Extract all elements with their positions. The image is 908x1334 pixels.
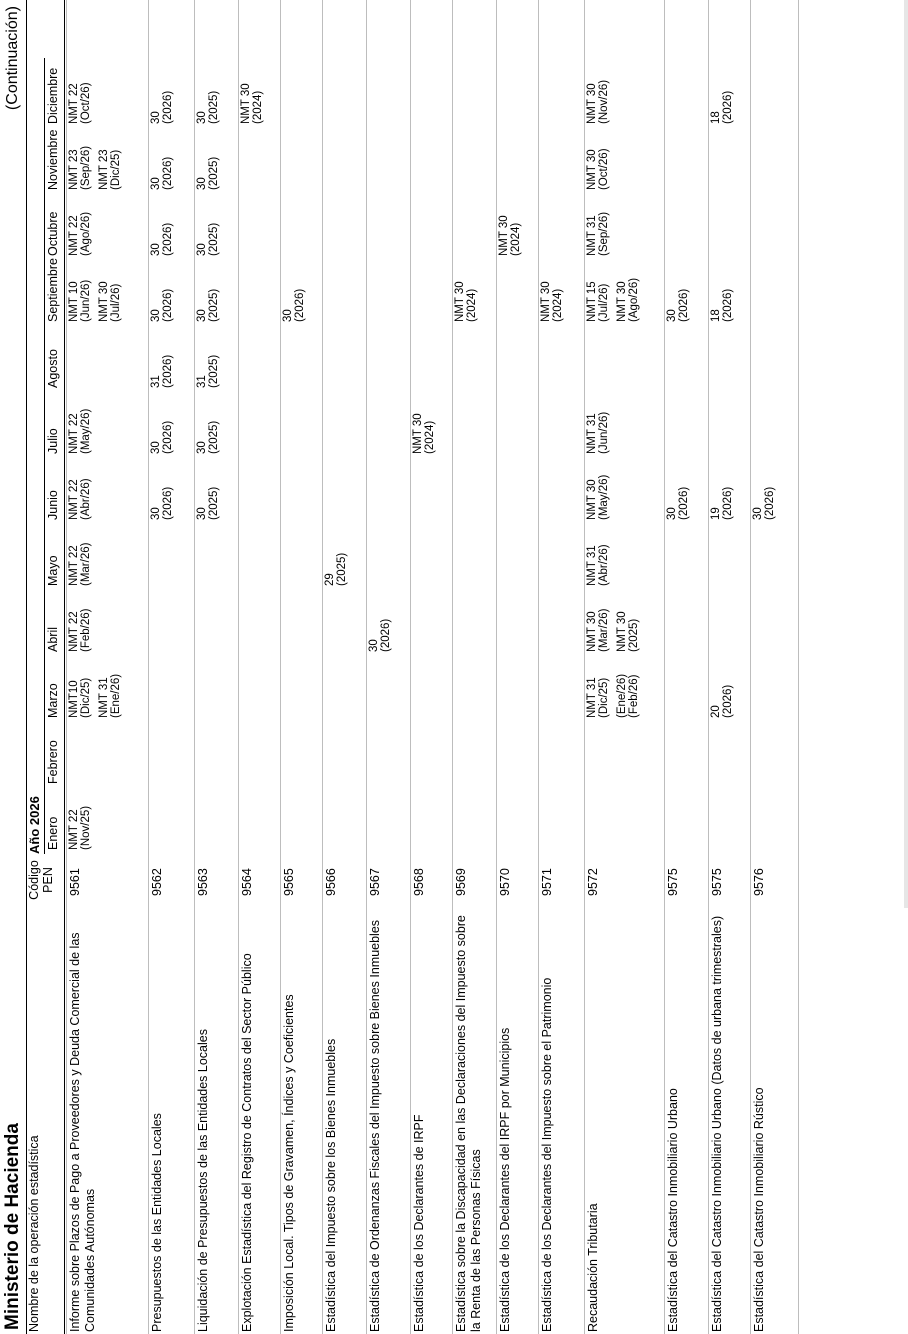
release-date-septiembre	[540, 281, 564, 322]
month-header-noviembre: Noviembre	[46, 129, 60, 190]
pen-code: 9565	[282, 868, 296, 896]
reference-period: (Abr/26)	[80, 478, 92, 520]
release-date-noviembre	[68, 146, 92, 190]
reference-period: (2025)	[208, 90, 220, 124]
release-date-octubre	[150, 223, 174, 256]
release-date-junio	[666, 487, 690, 520]
month-header-mayo: Mayo	[46, 555, 60, 586]
reference-period: (Dic/25)	[80, 677, 92, 718]
release-day: 30	[196, 441, 208, 454]
pen-code: 9568	[412, 868, 426, 896]
reference-period: (Dic/25)	[110, 149, 122, 190]
release-date-julio	[150, 421, 174, 454]
release-date-junio	[710, 487, 734, 520]
pen-code: 9576	[752, 868, 766, 896]
release-date-junio	[196, 487, 220, 520]
pen-code: 9571	[540, 868, 554, 896]
reference-period: (2025)	[336, 552, 348, 586]
pen-code: 9561	[68, 868, 82, 896]
release-day: NMT 30	[616, 281, 628, 322]
reference-period: (Ago/26)	[628, 277, 640, 322]
release-day: 30	[196, 177, 208, 190]
release-day: 30	[196, 507, 208, 520]
release-day: NMT 30	[586, 611, 598, 652]
release-day: NMT 22	[68, 809, 80, 850]
release-day: 30	[666, 507, 678, 520]
release-date-diciembre	[240, 83, 264, 124]
reference-period: (Jul/26)	[598, 283, 610, 322]
reference-period: (Feb/26)	[80, 608, 92, 652]
reference-period: (2026)	[162, 288, 174, 322]
release-date-julio	[412, 413, 436, 454]
month-header-octubre: Octubre	[46, 211, 60, 256]
operation-name: Recaudación Tributaria	[586, 1203, 600, 1332]
row-divider	[322, 0, 323, 1334]
release-day: 30	[196, 111, 208, 124]
release-date-mayo	[68, 543, 92, 586]
operation-name: Explotación Estadística del Registro de Contratos del Sector Público	[240, 953, 254, 1332]
release-date-julio	[68, 409, 92, 454]
pen-code: 9570	[498, 868, 512, 896]
release-day: NMT 30	[412, 413, 424, 454]
release-day: NMT 31	[586, 545, 598, 586]
release-date-marzo	[710, 685, 734, 718]
pen-code: 9569	[454, 868, 468, 896]
reference-period: (Nov/25)	[80, 805, 92, 850]
release-day: NMT 30	[586, 149, 598, 190]
reference-period: (2024)	[466, 288, 478, 322]
release-day: 30	[368, 639, 380, 652]
release-day: NMT 10	[68, 281, 80, 322]
operation-name: Estadística del Catastro Inmobiliario Rústico	[752, 1087, 766, 1332]
page-edge	[904, 0, 908, 908]
reference-period: (2025)	[628, 618, 640, 652]
month-header-diciembre: Diciembre	[46, 67, 60, 124]
release-day: 30	[196, 309, 208, 322]
release-date-septiembre	[150, 289, 174, 322]
release-day: NMT 22	[68, 83, 80, 124]
reference-period: (2024)	[552, 288, 564, 322]
reference-period: (Sep/26)	[598, 211, 610, 256]
release-day: 31	[196, 375, 208, 388]
month-header-julio: Julio	[46, 428, 60, 454]
reference-period: (Jun/26)	[80, 279, 92, 322]
reference-period: (Nov/26)	[598, 79, 610, 124]
release-day: NMT 23	[98, 149, 110, 190]
release-day: 30	[150, 441, 162, 454]
release-day: 19	[710, 507, 722, 520]
operation-name: Estadística de los Declarantes del Impuesto sobre el Patrimonio	[540, 977, 554, 1332]
release-day: NMT 30	[616, 611, 628, 652]
row-divider	[496, 0, 497, 1334]
release-date-septiembre	[98, 281, 122, 322]
release-date-junio	[586, 475, 610, 520]
release-date-octubre	[586, 212, 610, 256]
release-day: 30	[150, 177, 162, 190]
release-date-junio	[68, 478, 92, 520]
release-date-abril	[616, 611, 640, 652]
release-date-marzo	[98, 674, 122, 718]
release-day: 18	[710, 111, 722, 124]
reference-period: (2026)	[162, 354, 174, 388]
pen-code: 9564	[240, 868, 254, 896]
release-date-mayo	[586, 544, 610, 586]
operation-name: Estadística de los Declarantes de IRPF	[412, 1114, 426, 1332]
pen-code: 9566	[324, 868, 338, 896]
reference-period: (2025)	[208, 354, 220, 388]
release-date-septiembre	[586, 281, 610, 322]
row-divider	[452, 0, 453, 1334]
row-divider	[238, 0, 239, 1334]
operation-name: Estadística sobre la Discapacidad en las Declaraciones del Impuesto sobre la Renta de las Personas Físicas	[454, 915, 483, 1332]
release-date-septiembre	[666, 289, 690, 322]
reference-period: (Sep/26)	[80, 145, 92, 190]
release-day: 30	[666, 309, 678, 322]
title-divider	[26, 0, 27, 1334]
row-divider	[708, 0, 709, 1334]
release-day: NMT 30	[586, 479, 598, 520]
release-day: NMT 31	[586, 413, 598, 454]
release-date-agosto	[150, 355, 174, 388]
reference-period: (Dic/25)	[598, 677, 610, 718]
release-day: NMT 30	[240, 83, 252, 124]
release-day: NMT 30	[454, 281, 466, 322]
release-date-agosto	[196, 355, 220, 388]
release-date-diciembre	[710, 91, 734, 124]
reference-period: (May/26)	[598, 474, 610, 520]
pen-code: 9563	[196, 868, 210, 896]
release-date-marzo	[68, 678, 92, 718]
release-day: 30	[150, 507, 162, 520]
operation-name: Estadística del Catastro Inmobiliario Urbano	[666, 1088, 680, 1332]
reference-period: (Feb/26)	[628, 674, 640, 718]
row-divider	[366, 0, 367, 1334]
release-date-septiembre	[710, 289, 734, 322]
release-day: 30	[150, 243, 162, 256]
release-date-julio	[196, 421, 220, 454]
release-date-octubre	[498, 215, 522, 256]
release-date-diciembre	[196, 91, 220, 124]
reference-period: (2024)	[424, 420, 436, 454]
reference-period: (2026)	[162, 222, 174, 256]
reference-period: (2026)	[678, 288, 690, 322]
pen-code: 9562	[150, 868, 164, 896]
header-divider	[64, 0, 65, 1334]
release-day: NMT 30	[498, 215, 510, 256]
release-day: NMT 22	[68, 545, 80, 586]
row-divider	[538, 0, 539, 1334]
month-header-enero: Enero	[46, 816, 60, 850]
release-date-noviembre	[196, 157, 220, 190]
release-day: 31	[150, 375, 162, 388]
release-date-junio	[752, 487, 776, 520]
reference-period: (2026)	[764, 486, 776, 520]
reference-period: (2026)	[294, 288, 306, 322]
month-header-marzo: Marzo	[46, 683, 60, 718]
release-day: NMT 15	[586, 281, 598, 322]
release-day: 30	[752, 507, 764, 520]
operation-name: Estadística de los Declarantes del IRPF por Municipios	[498, 1027, 512, 1332]
reference-period: (2026)	[162, 90, 174, 124]
month-header-septiembre: Septiembre	[46, 258, 60, 322]
month-header-abril: Abril	[46, 626, 60, 652]
reference-period: (2025)	[208, 288, 220, 322]
release-day: 20	[710, 705, 722, 718]
reference-period: (2025)	[208, 420, 220, 454]
reference-period: (2026)	[722, 90, 734, 124]
reference-period: (2026)	[678, 486, 690, 520]
release-day: NMT 31	[586, 215, 598, 256]
release-date-marzo	[616, 674, 640, 718]
release-date-diciembre	[68, 82, 92, 124]
reference-period: (2026)	[162, 420, 174, 454]
operation-name: Presupuestos de las Entidades Locales	[150, 1113, 164, 1332]
row-divider	[148, 0, 149, 1334]
reference-period: (Jun/26)	[598, 411, 610, 454]
reference-period: (2025)	[208, 156, 220, 190]
release-day: NMT 30	[586, 83, 598, 124]
release-day: 30	[150, 309, 162, 322]
reference-period: (Mar/26)	[598, 608, 610, 652]
release-date-diciembre	[586, 80, 610, 124]
release-date-mayo	[324, 553, 348, 586]
release-day: NMT 30	[98, 281, 110, 322]
release-day: 30	[196, 243, 208, 256]
code-header-line2: PEN	[41, 867, 55, 893]
release-date-septiembre	[282, 289, 306, 322]
release-date-julio	[586, 412, 610, 454]
operation-name: Informe sobre Plazos de Pago a Proveedores y Deuda Comercial de las Comunidades Autónomas	[68, 932, 97, 1332]
release-date-abril	[586, 609, 610, 652]
release-date-noviembre	[98, 149, 122, 190]
month-header-agosto: Agosto	[46, 349, 60, 388]
reference-period: (2026)	[722, 684, 734, 718]
reference-period: (2025)	[208, 486, 220, 520]
release-date-abril	[368, 619, 392, 652]
release-day: NMT 23	[68, 149, 80, 190]
reference-period: (Abr/26)	[598, 544, 610, 586]
row-divider	[66, 0, 67, 1334]
reference-period: (2024)	[510, 222, 522, 256]
release-day: 29	[324, 573, 336, 586]
year-divider	[44, 58, 45, 854]
row-divider	[280, 0, 281, 1334]
release-day: 30	[150, 111, 162, 124]
pen-code: 9572	[586, 868, 600, 896]
release-day: NMT 30	[540, 281, 552, 322]
table-bottom-line	[798, 0, 799, 1334]
operation-name: Estadística de Ordenanzas Fiscales del Impuesto sobre Bienes Inmuebles	[368, 919, 382, 1332]
operation-name: Liquidación de Presupuestos de las Entidades Locales	[196, 1029, 210, 1332]
reference-period: (Oct/26)	[598, 148, 610, 190]
release-day: NMT 22	[68, 413, 80, 454]
release-date-septiembre	[454, 281, 478, 322]
code-column-header	[27, 856, 55, 904]
release-date-noviembre	[586, 148, 610, 190]
pen-code: 9575	[710, 868, 724, 896]
row-divider	[410, 0, 411, 1334]
release-date-octubre	[196, 223, 220, 256]
row-divider	[750, 0, 751, 1334]
pen-code: 9567	[368, 868, 382, 896]
release-day: NMT 22	[68, 479, 80, 520]
reference-period: (Ene/26)	[110, 673, 122, 718]
operation-name: Estadística del Impuesto sobre los Bienes Inmuebles	[324, 1038, 338, 1332]
reference-period: (2025)	[208, 222, 220, 256]
reference-period: (Jul/26)	[110, 283, 122, 322]
release-day: NMT 31	[586, 677, 598, 718]
reference-period: (2026)	[162, 486, 174, 520]
release-date-abril	[68, 609, 92, 652]
reference-period: (2026)	[722, 486, 734, 520]
reference-period: (Oct/26)	[80, 82, 92, 124]
reference-period: (2024)	[252, 90, 264, 124]
reference-period: (Mar/26)	[80, 542, 92, 586]
continuation-label: (Continuación)	[4, 6, 21, 111]
month-header-febrero: Febrero	[46, 740, 60, 784]
row-divider	[584, 0, 585, 1334]
row-divider	[194, 0, 195, 1334]
operation-name: Imposición Local. Tipos de Gravamen, Índices y Coeficientes	[282, 994, 296, 1332]
month-header-junio: Junio	[46, 490, 60, 520]
release-date-diciembre	[150, 91, 174, 124]
release-date-enero	[68, 806, 92, 850]
row-divider	[664, 0, 665, 1334]
release-day: 30	[282, 309, 294, 322]
release-day: NMT 22	[68, 215, 80, 256]
release-day: 18	[710, 309, 722, 322]
release-date-octubre	[68, 212, 92, 256]
reference-period: (Ago/26)	[80, 211, 92, 256]
release-day: NMT 31	[98, 677, 110, 718]
release-day: NMT10	[68, 680, 80, 718]
reference-period: (2026)	[162, 156, 174, 190]
release-day: NMT 22	[68, 611, 80, 652]
name-column-header: Nombre de la operación estadística	[27, 1135, 41, 1332]
release-date-junio	[150, 487, 174, 520]
release-date-septiembre	[616, 278, 640, 322]
reference-period: (May/26)	[80, 408, 92, 454]
code-header-line1: Código	[27, 860, 41, 900]
release-date-marzo	[586, 677, 610, 718]
release-date-septiembre	[68, 280, 92, 322]
release-day: (Ene/26)	[616, 673, 628, 718]
operation-name: Estadística del Catastro Inmobiliario Urbano (Datos de urbana trimestrales)	[710, 915, 724, 1332]
year-header: Año 2026	[27, 796, 42, 854]
pen-code: 9575	[666, 868, 680, 896]
reference-period: (2026)	[722, 288, 734, 322]
release-date-septiembre	[196, 289, 220, 322]
page-title: Ministerio de Hacienda	[2, 1123, 23, 1330]
reference-period: (2026)	[380, 618, 392, 652]
release-date-noviembre	[150, 157, 174, 190]
